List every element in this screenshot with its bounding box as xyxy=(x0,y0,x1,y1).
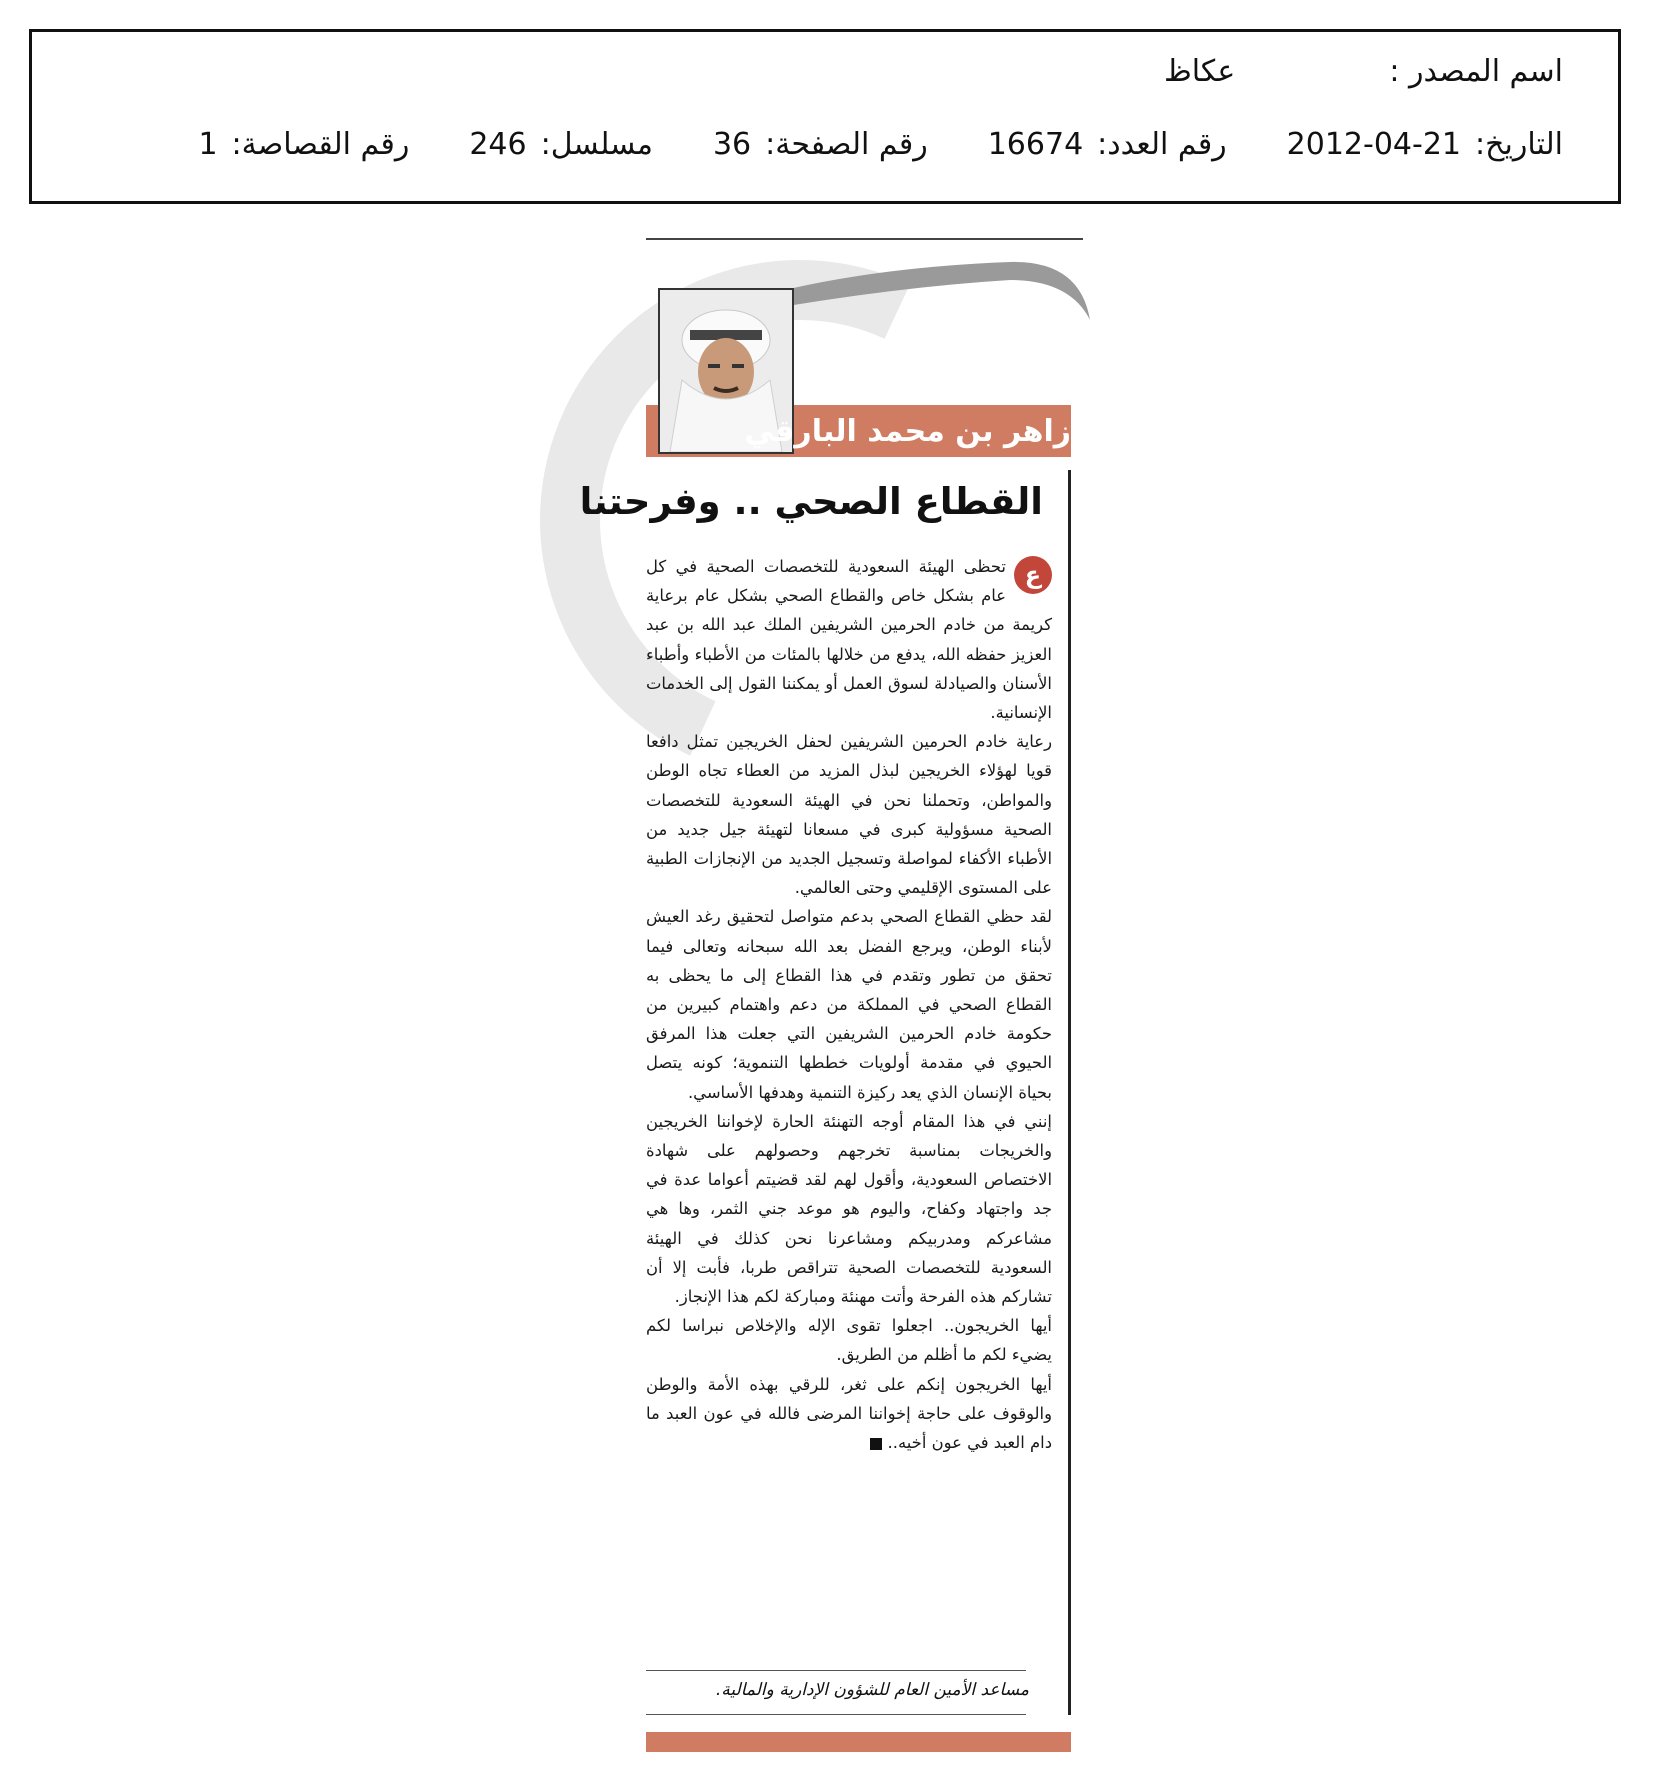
newspaper-clipping xyxy=(570,230,1085,1760)
article-paragraph-5: أيها الخريجون.. اجعلوا تقوى الإله والإخلاص نبراسا لكم يضيء لكم ما أظلم من الطريق. xyxy=(646,1316,1052,1365)
article-paragraph-6 xyxy=(646,1370,1052,1458)
author-title: مساعد الأمين العام للشؤون الإدارية والمالية. xyxy=(715,1680,1029,1700)
clip-number-label: رقم القصاصة: xyxy=(231,127,410,162)
end-mark-icon xyxy=(870,1438,882,1450)
source-field xyxy=(1164,54,1563,89)
issue-field xyxy=(988,127,1227,162)
serial-value: 246 xyxy=(469,127,527,162)
article-paragraph-3: لقد حظي القطاع الصحي بدعم متواصل لتحقيق رغد العيش لأبناء الوطن، ويرجع الفضل بعد الله سبحانه وتعالى فيما تحقق من تطور وتقدم في هذا القطاع إلى ما يحظى به القطاع الصحي في المملكة من دعم واهتمام كبيرين من حكومة خادم الحرمين الشريفين التي جعلت هذا المرفق الحيوي في مقدمة أولويات خططها التنموية؛ كونه يتصل بحياة الإنسان الذي يعد ركيزة التنمية وهدفها الأساسي. xyxy=(646,907,1052,1102)
source-label: اسم المصدر : xyxy=(1389,54,1563,89)
date-field xyxy=(1287,127,1563,162)
page-label: رقم الصفحة: xyxy=(765,127,928,162)
article-paragraph-1: تحظى الهيئة السعودية للتخصصات الصحية في كل عام بشكل خاص والقطاع الصحي بشكل عام برعاية كريمة من خادم الحرمين الشريفين الملك عبد الله بن عبد العزيز حفظه الله، يدفع من خلالها بالمئات من الأطباء وأطباء الأسنان والصيادلة لسوق العمل أو يمكننا القول إلى الخدمات الإنسانية. xyxy=(646,557,1052,723)
serial-field xyxy=(469,127,653,162)
okaz-logo-icon: ع xyxy=(1014,556,1052,594)
article-body xyxy=(646,552,1052,1457)
date-value: 2012-04-21 xyxy=(1286,127,1462,162)
top-rule xyxy=(646,238,1083,240)
page-value: 36 xyxy=(712,127,752,162)
date-label: التاريخ: xyxy=(1475,127,1563,162)
source-value: عكاظ xyxy=(1163,54,1236,89)
issue-label: رقم العدد: xyxy=(1097,127,1227,162)
bottom-band xyxy=(646,1732,1071,1752)
page-field xyxy=(713,127,928,162)
column-rule xyxy=(1068,470,1071,1715)
clip-number-field xyxy=(198,127,409,162)
signature-rule-bottom xyxy=(646,1714,1026,1715)
article-paragraph-2: رعاية خادم الحرمين الشريفين لحفل الخريجين تمثل دافعا قويا لهؤلاء الخريجين لبذل المزيد من العطاء تجاه الوطن والمواطن، وتحملنا نحن في الهيئة السعودية للتخصصات الصحية مسؤولية كبرى في مسعانا لتهيئة جيل جديد من الأطباء الأكفاء لمواصلة وتسجيل الجديد من الإنجازات الطبية على المستوى الإقليمي وحتى العالمي. xyxy=(646,732,1052,898)
author-name: زاهر بن محمد البارقي xyxy=(744,414,1071,449)
clipping-metadata-box xyxy=(29,29,1621,204)
metadata-row-details xyxy=(72,127,1563,162)
article-headline: القطاع الصحي .. وفرحتنا xyxy=(579,480,1043,523)
clip-number-value: 1 xyxy=(198,127,218,162)
article-paragraph-4: إنني في هذا المقام أوجه التهنئة الحارة لإخواننا الخريجين والخريجات بمناسبة تخرجهم وحصولهم على شهادة الاختصاص السعودية، وأقول لهم لقد قضيتم أعواما عدة في جد واجتهاد وكفاح، واليوم هو موعد جني الثمر، وها هي مشاعركم ومدربيكم ومشاعرنا نحن كذلك في الهيئة السعودية للتخصصات الصحية تتراقص طربا، فأبت إلا أن تشاركم هذه الفرحة وأتت مهنئة ومباركة لكم هذا الإنجاز. xyxy=(646,1111,1052,1307)
metadata-row-source xyxy=(72,54,1563,89)
issue-value: 16674 xyxy=(987,127,1084,162)
article-paragraph-6-text: أيها الخريجون إنكم على ثغر، للرقي بهذه الأمة والوطن والوقوف على حاجة إخواننا المرضى فالله في عون العبد ما دام العبد في عون أخيه.. xyxy=(646,1374,1052,1453)
signature-rule-top xyxy=(646,1670,1026,1671)
serial-label: مسلسل: xyxy=(540,127,653,162)
